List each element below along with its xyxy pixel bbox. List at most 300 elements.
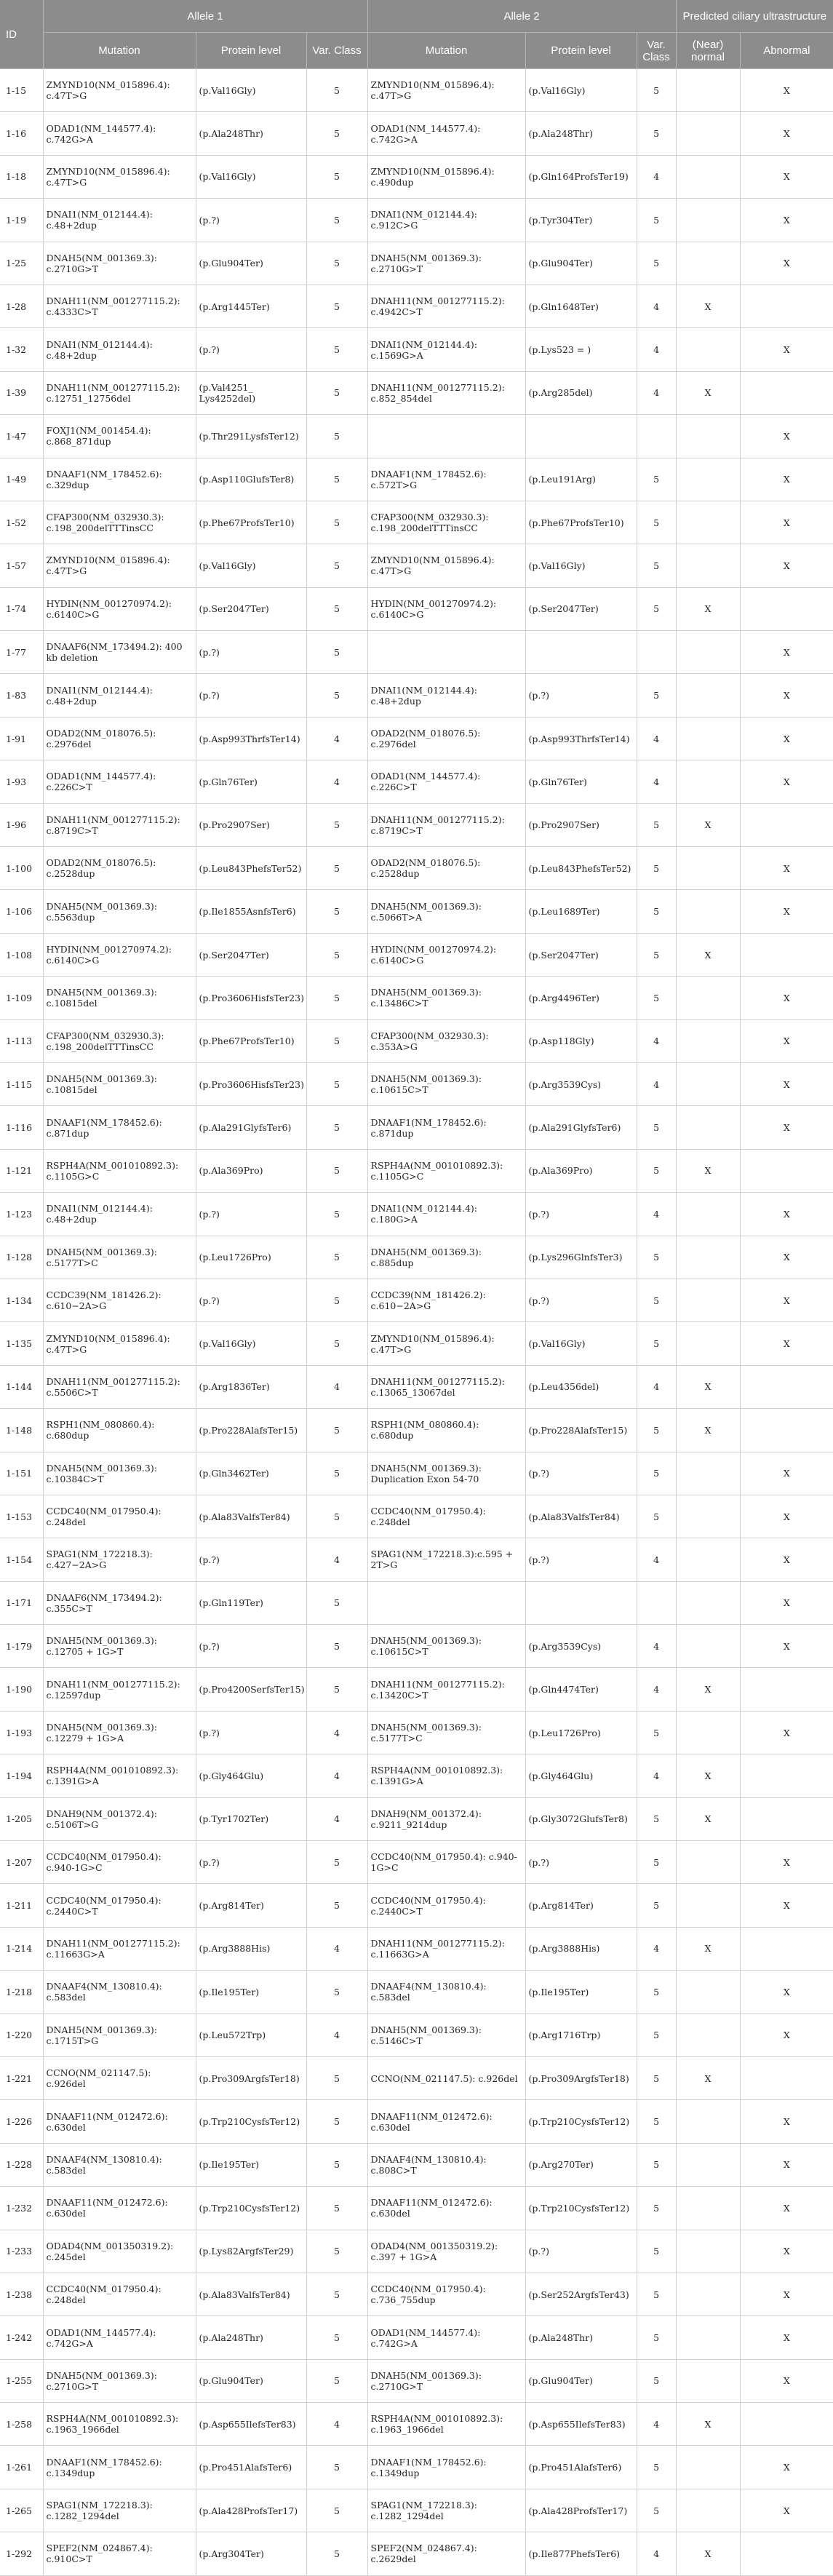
near-normal-cell <box>676 1019 740 1062</box>
allele1-protein-cell: (p.Pro228AlafsTer15) <box>196 1409 306 1452</box>
allele2-mutation-cell: ODAD2(NM_018076.5): c.2528dup <box>367 847 525 890</box>
allele1-class-cell: 5 <box>306 1971 367 2014</box>
allele1-mutation-cell: DNAI1(NM_012144.4): c.48+2dup <box>43 1193 196 1236</box>
allele1-mutation-cell: ODAD4(NM_001350319.2): c.245del <box>43 2230 196 2273</box>
allele2-class-cell: 5 <box>637 2230 676 2273</box>
allele2-mutation-cell: ODAD4(NM_001350319.2): c.397 + 1G>A <box>367 2230 525 2273</box>
allele1-class-cell: 4 <box>306 760 367 803</box>
abnormal-cell: X <box>740 1841 833 1884</box>
abnormal-cell <box>740 1365 833 1408</box>
allele1-mutation-cell: CCDC40(NM_017950.4): c.940-1G>C <box>43 1841 196 1884</box>
allele1-mutation-cell: ODAD2(NM_018076.5): c.2976del <box>43 717 196 760</box>
table-row <box>0 1279 833 1321</box>
allele1-class-cell: 5 <box>306 415 367 458</box>
allele2-class-cell: 4 <box>637 1668 676 1711</box>
allele1-mutation-cell: DNAH9(NM_001372.4): c.5106T>G <box>43 1797 196 1840</box>
allele1-mutation-cell: DNAH5(NM_001369.3): c.2710G>T <box>43 2359 196 2402</box>
abnormal-cell <box>740 371 833 414</box>
allele1-protein-cell: (p.Ala248Thr) <box>196 112 306 155</box>
allele2-mutation-cell: DNAH5(NM_001369.3): c.5177T>C <box>367 1711 525 1754</box>
allele2-class-cell: 5 <box>637 1884 676 1927</box>
near-normal-cell <box>676 1538 740 1581</box>
near-normal-cell <box>676 2489 740 2532</box>
allele1-mutation-cell: DNAI1(NM_012144.4): c.48+2dup <box>43 199 196 242</box>
allele1-mutation-cell: DNAAF1(NM_178452.6): c.1349dup <box>43 2446 196 2489</box>
allele1-class-cell: 5 <box>306 2187 367 2230</box>
table-row <box>0 2230 833 2273</box>
allele2-class-cell: 4 <box>637 1538 676 1581</box>
allele1-class-cell: 5 <box>306 2143 367 2186</box>
abnormal-cell <box>740 1668 833 1711</box>
allele2-protein-cell: (p.Ala428ProfsTer17) <box>525 2489 637 2532</box>
allele2-class-cell <box>637 1581 676 1624</box>
id-cell: 1-47 <box>0 415 43 458</box>
id-cell: 1-100 <box>0 847 43 890</box>
allele2-class-cell: 5 <box>637 1279 676 1321</box>
table-row <box>0 1884 833 1927</box>
allele2-protein-cell: (p.Ile195Ter) <box>525 1971 637 2014</box>
id-cell: 1-153 <box>0 1495 43 1538</box>
allele1-mutation-cell: DNAH11(NM_001277115.2): c.12597dup <box>43 1668 196 1711</box>
allele2-class-cell: 5 <box>637 544 676 587</box>
allele1-protein-cell: (p.?) <box>196 1625 306 1668</box>
abnormal-cell: X <box>740 2014 833 2056</box>
allele1-mutation-cell: DNAH11(NM_001277115.2): c.12751_12756del <box>43 371 196 414</box>
allele1-class-cell: 5 <box>306 933 367 976</box>
allele2-protein-cell: (p.Arg1716Trp) <box>525 2014 637 2056</box>
id-cell: 1-135 <box>0 1322 43 1365</box>
id-cell: 1-258 <box>0 2403 43 2446</box>
allele2-class-cell: 5 <box>637 2056 676 2099</box>
allele2-header: Allele 2 <box>367 0 676 33</box>
near-normal-cell <box>676 1452 740 1495</box>
near-normal-cell <box>676 415 740 458</box>
allele1-protein-cell: (p.Pro309ArgfsTer18) <box>196 2056 306 2099</box>
near-normal-cell: X <box>676 1149 740 1192</box>
allele2-protein-cell: (p.Arg3539Cys) <box>525 1062 637 1105</box>
abnormal-cell: X <box>740 155 833 198</box>
near-normal-cell <box>676 2446 740 2489</box>
allele1-class-cell: 5 <box>306 2230 367 2273</box>
abnormal-cell: X <box>740 1452 833 1495</box>
id-cell: 1-190 <box>0 1668 43 1711</box>
abnormal-cell <box>740 2056 833 2099</box>
allele2-mutation-cell: CCNO(NM_021147.5): c.926del <box>367 2056 525 2099</box>
allele2-protein-cell <box>525 631 637 674</box>
allele2-class-cell: 5 <box>637 890 676 933</box>
id-header: ID <box>0 0 43 69</box>
allele1-mutation-cell: CCDC40(NM_017950.4): c.248del <box>43 2273 196 2315</box>
table-row <box>0 1841 833 1884</box>
allele1-protein-cell: (p.Ala428ProfsTer17) <box>196 2489 306 2532</box>
allele2-class-cell: 4 <box>637 1625 676 1668</box>
allele1-mutation-cell: DNAH11(NM_001277115.2): c.5506C>T <box>43 1365 196 1408</box>
table-row <box>0 933 833 976</box>
allele1-class-cell: 4 <box>306 1927 367 1970</box>
allele2-mutation-cell: CCDC40(NM_017950.4): c.940-1G>C <box>367 1841 525 1884</box>
allele2-protein-cell: (p.?) <box>525 1538 637 1581</box>
allele2-mutation-cell <box>367 631 525 674</box>
abnormal-cell: X <box>740 2489 833 2532</box>
abnormal-cell: X <box>740 977 833 1019</box>
allele1-protein-cell: (p.Gln3462Ter) <box>196 1452 306 1495</box>
allele1-protein-cell: (p.Pro4200SerfsTer15) <box>196 1668 306 1711</box>
allele2-protein-cell: (p.Arg4496Ter) <box>525 977 637 1019</box>
allele2-protein-cell: (p.Asp993ThrfsTer14) <box>525 717 637 760</box>
allele1-class-cell: 5 <box>306 847 367 890</box>
abnormal-cell: X <box>740 544 833 587</box>
allele1-mutation-cell: CCDC39(NM_181426.2): c.610−2A>G <box>43 1279 196 1321</box>
table-row <box>0 544 833 587</box>
allele1-class-cell: 5 <box>306 501 367 544</box>
allele2-protein-cell: (p.?) <box>525 1193 637 1236</box>
allele2-class-cell: 5 <box>637 1149 676 1192</box>
allele1-mutation-cell: RSPH1(NM_080860.4): c.680dup <box>43 1409 196 1452</box>
allele1-class-cell: 5 <box>306 977 367 1019</box>
allele1-protein-cell: (p.Ser2047Ter) <box>196 587 306 630</box>
allele2-mutation-cell: DNAH11(NM_001277115.2): c.11663G>A <box>367 1927 525 1970</box>
id-cell: 1-16 <box>0 112 43 155</box>
allele2-class-cell: 4 <box>637 1754 676 1797</box>
allele1-mutation-cell: HYDIN(NM_001270974.2): c.6140C>G <box>43 933 196 976</box>
allele2-protein-cell: (p.Ser2047Ter) <box>525 933 637 976</box>
abnormal-cell <box>740 2403 833 2446</box>
near-normal-cell: X <box>676 933 740 976</box>
abnormal-cell: X <box>740 69 833 112</box>
allele2-class-cell: 5 <box>637 2187 676 2230</box>
allele1-class-cell: 4 <box>306 1797 367 1840</box>
mutation-header: Mutation <box>43 33 196 69</box>
allele1-protein-cell: (p.Pro451AlafsTer6) <box>196 2446 306 2489</box>
near-normal-cell <box>676 847 740 890</box>
allele1-protein-cell: (p.Trp210CysfsTer12) <box>196 2100 306 2143</box>
near-normal-cell <box>676 1625 740 1668</box>
allele2-protein-cell: (p.Gln1648Ter) <box>525 285 637 327</box>
allele2-mutation-cell: ODAD2(NM_018076.5): c.2976del <box>367 717 525 760</box>
table-row <box>0 2489 833 2532</box>
allele1-mutation-cell: DNAH11(NM_001277115.2): c.11663G>A <box>43 1927 196 1970</box>
allele2-class-cell: 5 <box>637 2359 676 2402</box>
allele2-mutation-cell: ODAD1(NM_144577.4): c.742G>A <box>367 112 525 155</box>
near-normal-cell <box>676 2230 740 2273</box>
near-normal-cell <box>676 1322 740 1365</box>
near-normal-cell <box>676 112 740 155</box>
allele2-protein-cell: (p.Leu4356del) <box>525 1365 637 1408</box>
allele2-class-cell: 5 <box>637 1409 676 1452</box>
allele2-mutation-cell: ZMYND10(NM_015896.4): c.47T>G <box>367 1322 525 1365</box>
abnormal-cell <box>740 2532 833 2575</box>
allele1-class-cell: 5 <box>306 1884 367 1927</box>
allele1-class-cell: 5 <box>306 1322 367 1365</box>
abnormal-cell: X <box>740 631 833 674</box>
allele2-class-cell: 4 <box>637 1062 676 1105</box>
allele1-mutation-cell: DNAAF4(NM_130810.4): c.583del <box>43 2143 196 2186</box>
allele1-class-cell: 4 <box>306 1365 367 1408</box>
table-row <box>0 2532 833 2575</box>
id-cell: 1-238 <box>0 2273 43 2315</box>
allele2-protein-cell: (p.Val16Gly) <box>525 69 637 112</box>
abnormal-cell <box>740 1149 833 1192</box>
allele2-class-cell: 5 <box>637 1495 676 1538</box>
id-cell: 1-115 <box>0 1062 43 1105</box>
allele1-class-cell: 5 <box>306 1409 367 1452</box>
id-cell: 1-116 <box>0 1106 43 1149</box>
id-cell: 1-91 <box>0 717 43 760</box>
allele2-class-cell: 5 <box>637 501 676 544</box>
near-normal-cell: X <box>676 2532 740 2575</box>
abnormal-cell: X <box>740 1106 833 1149</box>
near-normal-cell <box>676 199 740 242</box>
allele2-mutation-cell: ZMYND10(NM_015896.4): c.490dup <box>367 155 525 198</box>
allele1-mutation-cell: ZMYND10(NM_015896.4): c.47T>G <box>43 69 196 112</box>
allele2-protein-cell <box>525 1581 637 1624</box>
allele2-mutation-cell: SPAG1(NM_172218.3): c.1282_1294del <box>367 2489 525 2532</box>
allele2-mutation-cell: DNAAF4(NM_130810.4): c.808C>T <box>367 2143 525 2186</box>
allele2-protein-cell: (p.Ala291GlyfsTer6) <box>525 1106 637 1149</box>
abnormal-header: Abnormal <box>740 33 833 69</box>
id-cell: 1-121 <box>0 1149 43 1192</box>
allele2-class-cell: 5 <box>637 977 676 1019</box>
allele1-mutation-cell: RSPH4A(NM_001010892.3): c.1391G>A <box>43 1754 196 1797</box>
allele2-mutation-cell: DNAH5(NM_001369.3): c.885dup <box>367 1236 525 1279</box>
allele1-class-cell: 5 <box>306 1495 367 1538</box>
allele1-protein-cell: (p.Asp110GlufsTer8) <box>196 458 306 501</box>
table-row <box>0 155 833 198</box>
allele1-class-cell: 5 <box>306 285 367 327</box>
allele2-class-cell <box>637 415 676 458</box>
allele1-protein-cell: (p.?) <box>196 328 306 371</box>
allele1-protein-cell: (p.?) <box>196 1538 306 1581</box>
abnormal-cell: X <box>740 1062 833 1105</box>
id-cell: 1-205 <box>0 1797 43 1840</box>
near-normal-cell: X <box>676 1409 740 1452</box>
allele1-class-cell: 4 <box>306 1754 367 1797</box>
table-row <box>0 631 833 674</box>
abnormal-cell: X <box>740 1193 833 1236</box>
near-normal-cell <box>676 1971 740 2014</box>
allele1-mutation-cell: SPAG1(NM_172218.3): c.1282_1294del <box>43 2489 196 2532</box>
id-cell: 1-292 <box>0 2532 43 2575</box>
allele1-protein-cell: (p.Ala369Pro) <box>196 1149 306 1192</box>
allele2-mutation-cell: CCDC39(NM_181426.2): c.610−2A>G <box>367 1279 525 1321</box>
allele2-class-cell: 5 <box>637 2014 676 2056</box>
allele2-mutation-cell: SPEF2(NM_024867.4): c.2629del <box>367 2532 525 2575</box>
allele1-class-cell: 5 <box>306 1841 367 1884</box>
table-row <box>0 2056 833 2099</box>
allele2-protein-cell: (p.Pro309ArgfsTer18) <box>525 2056 637 2099</box>
allele1-protein-cell: (p.Ile195Ter) <box>196 2143 306 2186</box>
allele1-class-cell: 5 <box>306 587 367 630</box>
allele1-mutation-cell: FOXJ1(NM_001454.4): c.868_871dup <box>43 415 196 458</box>
near-normal-cell <box>676 1193 740 1236</box>
allele2-mutation-cell: ZMYND10(NM_015896.4): c.47T>G <box>367 544 525 587</box>
allele2-mutation-cell: DNAI1(NM_012144.4): c.912C>G <box>367 199 525 242</box>
allele1-mutation-cell: CCDC40(NM_017950.4): c.2440C>T <box>43 1884 196 1927</box>
allele1-class-cell: 5 <box>306 1452 367 1495</box>
allele1-protein-cell: (p.Asp993ThrfsTer14) <box>196 717 306 760</box>
table-row <box>0 717 833 760</box>
allele1-protein-cell: (p.Ala83ValfsTer84) <box>196 1495 306 1538</box>
near-normal-cell <box>676 674 740 717</box>
id-cell: 1-93 <box>0 760 43 803</box>
allele2-mutation-cell: DNAAF1(NM_178452.6): c.572T>G <box>367 458 525 501</box>
allele2-protein-cell: (p.Gln76Ter) <box>525 760 637 803</box>
allele2-protein-cell: (p.Arg3539Cys) <box>525 1625 637 1668</box>
allele1-protein-cell: (p.Ala83ValfsTer84) <box>196 2273 306 2315</box>
allele2-class-cell: 5 <box>637 933 676 976</box>
mutation-header: Mutation <box>367 33 525 69</box>
allele2-mutation-cell: DNAH5(NM_001369.3): c.2710G>T <box>367 2359 525 2402</box>
allele2-protein-cell: (p.Glu904Ter) <box>525 2359 637 2402</box>
table-row <box>0 2187 833 2230</box>
allele2-protein-cell: (p.Glu904Ter) <box>525 242 637 285</box>
allele2-mutation-cell: RSPH4A(NM_001010892.3): c.1105G>C <box>367 1149 525 1192</box>
allele2-protein-cell: (p.Lys296GlnfsTer3) <box>525 1236 637 1279</box>
near-normal-cell <box>676 544 740 587</box>
id-cell: 1-221 <box>0 2056 43 2099</box>
abnormal-cell: X <box>740 2446 833 2489</box>
id-cell: 1-154 <box>0 1538 43 1581</box>
id-cell: 1-25 <box>0 242 43 285</box>
allele1-class-cell: 4 <box>306 2014 367 2056</box>
near-normal-cell: X <box>676 285 740 327</box>
table-row <box>0 69 833 112</box>
abnormal-cell: X <box>740 2359 833 2402</box>
table-row <box>0 1452 833 1495</box>
table-body <box>0 69 833 2576</box>
allele1-protein-cell: (p.Pro3606HisfsTer23) <box>196 977 306 1019</box>
allele1-mutation-cell: CFAP300(NM_032930.3): c.198_200delTTTinsCC <box>43 501 196 544</box>
allele1-header: Allele 1 <box>43 0 367 33</box>
allele1-class-cell: 4 <box>306 717 367 760</box>
abnormal-cell: X <box>740 1581 833 1624</box>
allele1-mutation-cell: ODAD1(NM_144577.4): c.226C>T <box>43 760 196 803</box>
abnormal-cell <box>740 803 833 846</box>
id-cell: 1-233 <box>0 2230 43 2273</box>
allele1-class-cell: 4 <box>306 2403 367 2446</box>
abnormal-cell: X <box>740 415 833 458</box>
abnormal-cell <box>740 587 833 630</box>
id-cell: 1-228 <box>0 2143 43 2186</box>
table-row <box>0 803 833 846</box>
allele1-mutation-cell: DNAH11(NM_001277115.2): c.4333C>T <box>43 285 196 327</box>
allele1-protein-cell: (p.Pro2907Ser) <box>196 803 306 846</box>
id-cell: 1-218 <box>0 1971 43 2014</box>
near-normal-cell <box>676 1884 740 1927</box>
near-normal-header: (Near) normal <box>676 33 740 69</box>
allele2-mutation-cell: ODAD1(NM_144577.4): c.226C>T <box>367 760 525 803</box>
id-cell: 1-226 <box>0 2100 43 2143</box>
allele1-class-cell: 5 <box>306 1106 367 1149</box>
allele1-protein-cell: (p.Ile1855AsnfsTer6) <box>196 890 306 933</box>
protein-level-header: Protein level <box>525 33 637 69</box>
allele2-protein-cell: (p.?) <box>525 1279 637 1321</box>
allele1-mutation-cell: DNAH5(NM_001369.3): c.2710G>T <box>43 242 196 285</box>
abnormal-cell: X <box>740 501 833 544</box>
allele2-protein-cell: (p.Ala83ValfsTer84) <box>525 1495 637 1538</box>
table-row <box>0 1927 833 1970</box>
allele2-mutation-cell: HYDIN(NM_001270974.2): c.6140C>G <box>367 587 525 630</box>
allele2-mutation-cell: RSPH4A(NM_001010892.3): c.1391G>A <box>367 1754 525 1797</box>
abnormal-cell: X <box>740 1019 833 1062</box>
abnormal-cell: X <box>740 1538 833 1581</box>
id-cell: 1-123 <box>0 1193 43 1236</box>
table-row <box>0 1581 833 1624</box>
allele2-mutation-cell: DNAH5(NM_001369.3): c.5066T>A <box>367 890 525 933</box>
allele1-class-cell: 5 <box>306 1236 367 1279</box>
allele1-protein-cell: (p.Phe67ProfsTer10) <box>196 501 306 544</box>
allele2-mutation-cell: DNAI1(NM_012144.4): c.1569G>A <box>367 328 525 371</box>
table-row <box>0 415 833 458</box>
id-cell: 1-19 <box>0 199 43 242</box>
near-normal-cell <box>676 69 740 112</box>
allele1-class-cell: 5 <box>306 631 367 674</box>
allele1-protein-cell: (p.Leu1726Pro) <box>196 1236 306 1279</box>
table-row <box>0 1149 833 1192</box>
allele2-class-cell: 5 <box>637 1106 676 1149</box>
allele1-class-cell: 5 <box>306 1581 367 1624</box>
allele2-mutation-cell: DNAAF1(NM_178452.6): c.871dup <box>367 1106 525 1149</box>
allele1-protein-cell: (p.Ala291GlyfsTer6) <box>196 1106 306 1149</box>
allele2-class-cell: 4 <box>637 760 676 803</box>
allele2-mutation-cell: CFAP300(NM_032930.3): c.353A>G <box>367 1019 525 1062</box>
allele2-class-cell: 5 <box>637 112 676 155</box>
table-row <box>0 1106 833 1149</box>
allele1-protein-cell: (p.?) <box>196 1711 306 1754</box>
near-normal-cell <box>676 1581 740 1624</box>
abnormal-cell: X <box>740 458 833 501</box>
abnormal-cell: X <box>740 2230 833 2273</box>
allele1-protein-cell: (p.Gln76Ter) <box>196 760 306 803</box>
allele1-protein-cell: (p.Val16Gly) <box>196 155 306 198</box>
allele1-protein-cell: (p.Glu904Ter) <box>196 242 306 285</box>
allele1-class-cell: 5 <box>306 458 367 501</box>
allele2-mutation-cell: DNAAF11(NM_012472.6): c.630del <box>367 2100 525 2143</box>
allele1-class-cell: 5 <box>306 1062 367 1105</box>
allele2-protein-cell: (p.Gly464Glu) <box>525 1754 637 1797</box>
allele2-mutation-cell: ZMYND10(NM_015896.4): c.47T>G <box>367 69 525 112</box>
table-row <box>0 328 833 371</box>
allele1-protein-cell: (p.Ala248Thr) <box>196 2316 306 2359</box>
near-normal-cell <box>676 2359 740 2402</box>
abnormal-cell: X <box>740 1279 833 1321</box>
near-normal-cell <box>676 155 740 198</box>
allele2-mutation-cell: HYDIN(NM_001270974.2): c.6140C>G <box>367 933 525 976</box>
allele2-mutation-cell: DNAH11(NM_001277115.2): c.852_854del <box>367 371 525 414</box>
allele1-mutation-cell: ZMYND10(NM_015896.4): c.47T>G <box>43 1322 196 1365</box>
allele1-mutation-cell: ZMYND10(NM_015896.4): c.47T>G <box>43 155 196 198</box>
allele2-protein-cell: (p.Pro228AlafsTer15) <box>525 1409 637 1452</box>
allele2-class-cell: 5 <box>637 2489 676 2532</box>
var-class-header: Var. Class <box>306 33 367 69</box>
id-cell: 1-194 <box>0 1754 43 1797</box>
protein-level-header: Protein level <box>196 33 306 69</box>
allele1-class-cell: 5 <box>306 2446 367 2489</box>
near-normal-cell: X <box>676 1365 740 1408</box>
abnormal-cell: X <box>740 2187 833 2230</box>
abnormal-cell: X <box>740 1971 833 2014</box>
allele2-mutation-cell <box>367 415 525 458</box>
allele1-protein-cell: (p.Val16Gly) <box>196 69 306 112</box>
allele1-mutation-cell: DNAAF6(NM_173494.2): c.355C>T <box>43 1581 196 1624</box>
abnormal-cell: X <box>740 760 833 803</box>
allele1-class-cell: 5 <box>306 2056 367 2099</box>
allele2-protein-cell: (p.Leu191Arg) <box>525 458 637 501</box>
allele1-class-cell: 5 <box>306 242 367 285</box>
allele2-class-cell: 5 <box>637 199 676 242</box>
allele1-protein-cell: (p.Arg1445Ter) <box>196 285 306 327</box>
allele1-mutation-cell: DNAAF1(NM_178452.6): c.871dup <box>43 1106 196 1149</box>
